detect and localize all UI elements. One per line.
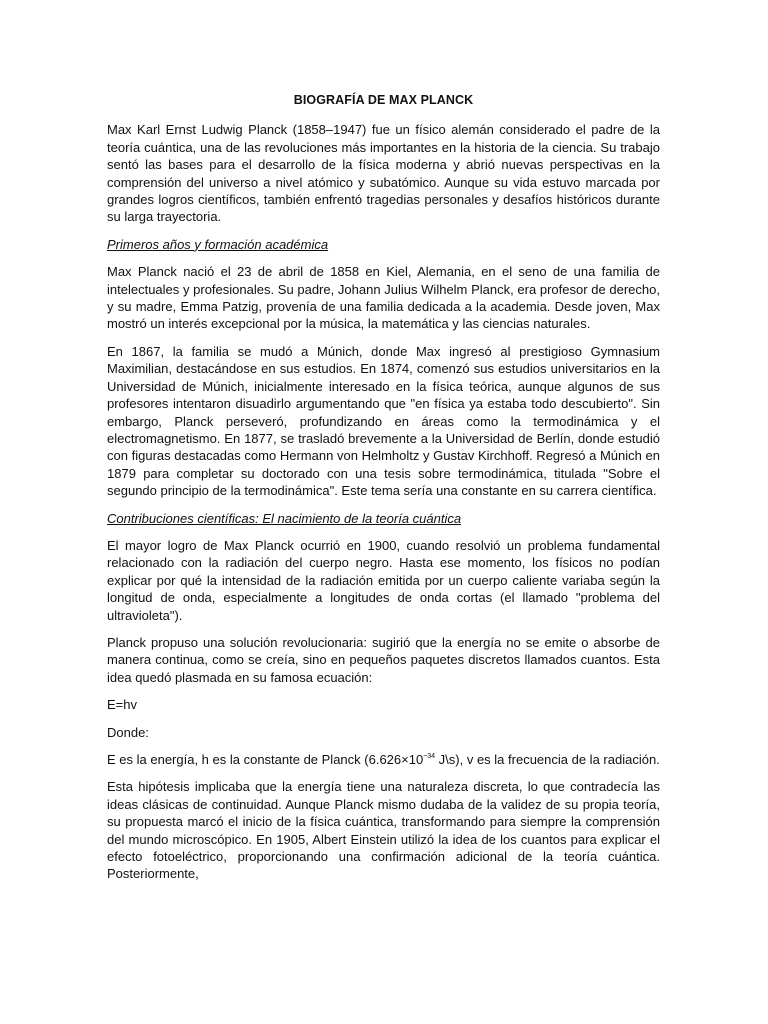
intro-paragraph: Max Karl Ernst Ludwig Planck (1858–1947) fue un físico alemán considerado el padre de la teoría cuántica, una de las revoluciones más importantes en la historia de la ciencia. Su trabajo sentó las bases para el desarrollo de la física moderna y abrió nuevas perspectivas en la comprensión del universo a nivel atómico y subatómico. Aunque su vida estuvo marcada por grandes logros científicos, también enfrentó tragedias personales y desafíos históricos durante su larga trayectoria.	[107, 122, 660, 225]
definition-text-before: E es la energía, h es la constante de Planck (6.626×10	[107, 752, 424, 767]
document-page	[107, 86, 660, 893]
contributions-paragraph-3: Esta hipótesis implicaba que la energía tiene una naturaleza discreta, lo que contradecía las ideas clásicas de continuidad. Aunque Planck mismo dudaba de la validez de su propia teoría, su propuesta marcó el inicio de la física cuántica, transformando para siempre la comprensión del mundo microscópico. En 1905, Albert Einstein utilizó la idea de los cuantos para explicar el efecto fotoeléctrico, proporcionando una confirmación adicional de la teoría cuántica. Posteriormente,	[107, 779, 660, 882]
early-years-paragraph-1: Max Planck nació el 23 de abril de 1858 en Kiel, Alemania, en el seno de una familia de intelectuales y profesionales. Su padre, Johann Julius Wilhelm Planck, era profesor de derecho, y su madre, Emma Patzig, provenía de una familia dedicada a la academia. Desde joven, Max mostró un interés excepcional por la música, la matemática y las ciencias naturales.	[107, 264, 660, 332]
document-title: BIOGRAFÍA DE MAX PLANCK	[293, 93, 474, 107]
early-years-paragraph-2: En 1867, la familia se mudó a Múnich, donde Max ingresó al prestigioso Gymnasium Maximilian, destacándose en sus estudios. En 1874, comenzó sus estudios universitarios en la Universidad de Múnich, inicialmente interesado en la física teórica, aunque algunos de sus profesores intentaron disuadirlo argumentando que "en física ya estaba todo descubierto". Sin embargo, Planck perseveró, profundizando en áreas como la termodinámica y el electromagnetismo. En 1877, se trasladó brevemente a la Universidad de Berlín, donde estudió con figuras destacadas como Hermann von Helmholtz y Gustav Kirchhoff. Regresó a Múnich en 1879 para completar su doctorado con una tesis sobre termodinámica, titulada "Sobre el segundo principio de la termodinámica". Este tema sería una constante en su carrera científica.	[107, 343, 660, 499]
exponent: −34	[423, 753, 436, 760]
section-heading-early-years: Primeros años y formación académica	[107, 236, 329, 252]
donde-label: Donde:	[107, 724, 149, 740]
contributions-paragraph-2: Planck propuso una solución revolucionaria: sugirió que la energía no se emite o absorbe de manera continua, como se creía, sino en pequeños paquetes discretos llamados cuantos. Esta idea quedó plasmada en su famosa ecuación:	[107, 634, 660, 685]
contributions-paragraph-1: El mayor logro de Max Planck ocurrió en 1900, cuando resolvió un problema fundamental relacionado con la radiación del cuerpo negro. Hasta ese momento, los físicos no podían explicar por qué la intensidad de la radiación emitida por un cuerpo caliente variaba según la longitud de onda, especialmente a longitudes de onda cortas (el llamado "problema del ultravioleta").	[107, 537, 660, 623]
definition-text-after: J\s), v es la frecuencia de la radiación.	[435, 752, 660, 767]
equation-definitions	[107, 751, 660, 768]
section-heading-contributions: Contribuciones científicas: El nacimiento de la teoría cuántica	[107, 510, 462, 526]
planck-equation: E=hv	[107, 697, 137, 713]
